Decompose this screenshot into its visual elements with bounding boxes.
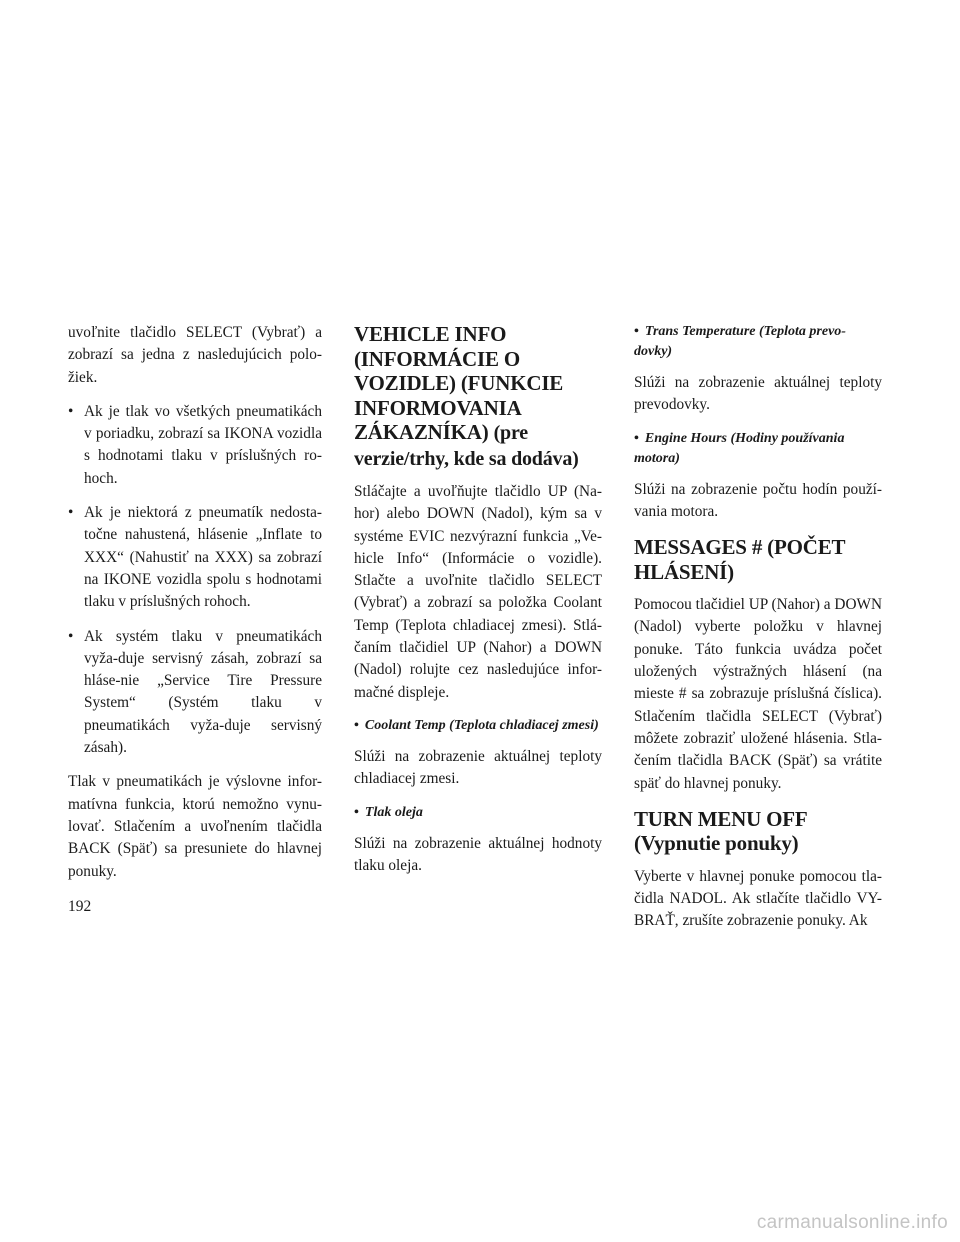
bullet-icon: • bbox=[68, 402, 74, 420]
paragraph: uvoľnite tlačidlo SELECT (Vybrať) a zobrazí sa jedna z nasledujúcich polo-žiek. bbox=[68, 324, 322, 386]
subheading bbox=[634, 322, 882, 362]
page-number: 192 bbox=[68, 898, 92, 915]
right-column bbox=[634, 322, 882, 945]
watermark: carmanualsonline.info bbox=[756, 1212, 948, 1233]
paragraph: Vyberte v hlavnej ponuke pomocou tla-čidla NADOL. Ak stlačíte tlačidlo VY-BRAŤ, zrušíte zobrazenie ponuky. Ak bbox=[634, 867, 882, 930]
subheading bbox=[354, 716, 602, 736]
bullet-icon: • bbox=[68, 627, 74, 645]
bullet-icon: • bbox=[354, 804, 359, 820]
list-item bbox=[68, 626, 322, 760]
section-heading-sub: (pre verzie/trhy, kde sa dodáva) bbox=[354, 422, 579, 470]
section-heading-main: VEHICLE INFO (INFORMÁCIE O VOZIDLE) (FUNKCIE INFORMOVANIA ZÁKAZNÍKA) bbox=[354, 322, 564, 444]
list-item-text: Ak je niektorá z pneumatík nedosta-točne nahustená, hlásenie „Inflate to XXX“ (Nahustiť na XXX) sa zobrazí na IKONE vozidla spolu s hodnotami tlaku v príslušných rohoch. bbox=[84, 504, 322, 611]
list-item-text: Ak je tlak vo všetkých pneumatikách v poriadku, zobrazí sa IKONA vozidla s hodnotami tlaku v príslušných ro-hoch. bbox=[84, 402, 322, 487]
paragraph: Pomocou tlačidiel UP (Nahor) a DOWN (Nadol) vyberte položku v hlavnej ponuke. Táto funkcia uvádza počet uložených výstražných hlásení (na mieste # sa zobrazuje príslušná číslica). Stlačením tlačidla SELECT (Vybrať) môžete zobraziť uložené hlásenia. Stla-čením tlačidla BACK (Späť) sa vrátite späť do hlavnej ponuky. bbox=[634, 596, 882, 792]
middle-column bbox=[354, 322, 602, 889]
list-item-text: Ak systém tlaku v pneumatikách vyža-duje servisný zásah, zobrazí sa hláse-nie „Service Tire Pressure System“ (Systém tlaku v pneumatikách vyža-duje servisný zásah). bbox=[84, 627, 322, 757]
paragraph: Slúži na zobrazenie aktuálnej hodnoty tlaku oleja. bbox=[354, 834, 602, 874]
bullet-icon: • bbox=[68, 504, 74, 522]
paragraph: Tlak v pneumatikách je výslovne infor-matívna funkcia, ktorú nemožno vynu-lovať. Stlačením a uvoľnením tlačidla BACK (Späť) sa presuniete do hlavnej ponuky. bbox=[68, 773, 322, 880]
subheading bbox=[354, 803, 602, 823]
bullet-icon: • bbox=[634, 430, 639, 446]
section-heading bbox=[354, 322, 602, 471]
left-column bbox=[68, 322, 322, 895]
bullet-icon: • bbox=[634, 324, 639, 339]
paragraph: Slúži na zobrazenie aktuálnej teploty chladiacej zmesi. bbox=[354, 747, 602, 788]
subheading bbox=[634, 429, 882, 469]
subheading-text: Coolant Temp (Teplota chladiacej zmesi) bbox=[364, 717, 599, 733]
subheading-text: Trans Temperature (Teplota prevo-dovky) bbox=[634, 324, 846, 359]
bullet-icon: • bbox=[354, 717, 359, 733]
list-item bbox=[68, 502, 322, 613]
paragraph: Slúži na zobrazenie aktuálnej teploty prevodovky. bbox=[634, 374, 882, 414]
section-heading: MESSAGES # (POČET HLÁSENÍ) bbox=[634, 535, 845, 584]
subheading-text: Tlak oleja bbox=[364, 804, 423, 820]
subheading-text: Engine Hours (Hodiny používania motora) bbox=[634, 430, 845, 466]
paragraph: Stláčajte a uvoľňujte tlačidlo UP (Na-hor) alebo DOWN (Nadol), kým sa v systéme EVIC nezvýrazní funkcia „Ve-hicle Info“ (Informácie o vozidle). Stlačte a uvoľnite tlačidlo SELECT (Vybrať) a zobrazí sa položka Coolant Temp (Teplota chladiacej zmesi). Stlá-čaním tlačidiel UP (Nahor) a DOWN (Nadol) rolujte cez nasledujúce infor-mačné displeje. bbox=[354, 483, 602, 701]
list-item bbox=[68, 401, 322, 490]
section-heading: TURN MENU OFF (Vypnutie ponuky) bbox=[634, 806, 807, 856]
paragraph: Slúži na zobrazenie počtu hodín použí-vania motora. bbox=[634, 480, 882, 520]
